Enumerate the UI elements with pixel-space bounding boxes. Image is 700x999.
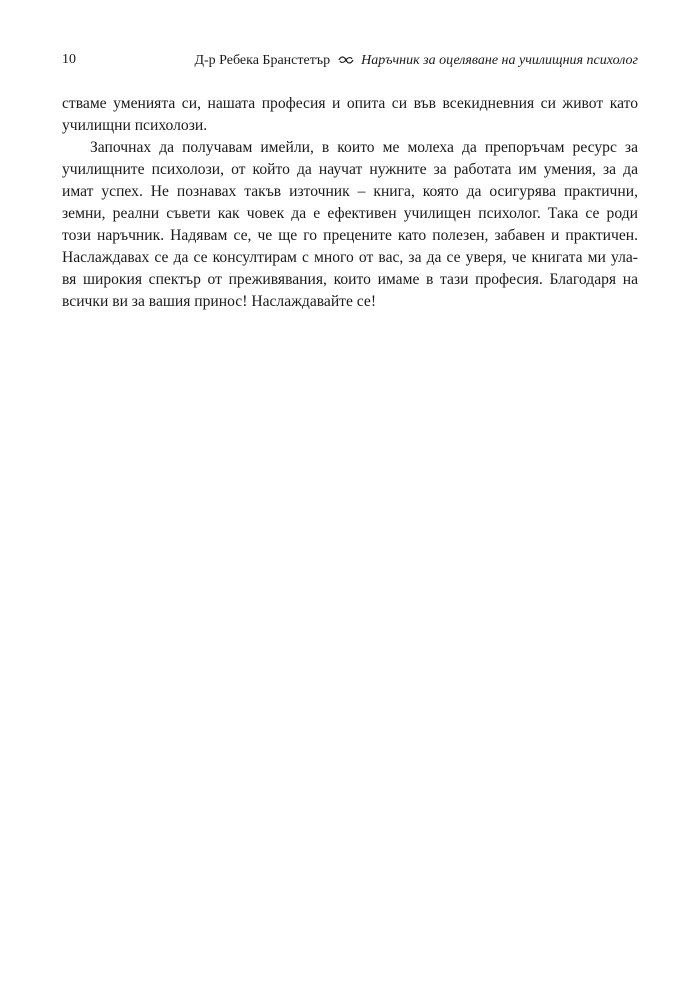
text-line: училищните психолози, от който да научат нужните за работата им умения, за да: [62, 161, 638, 178]
text-line: земни, реални съвети как човек да е ефективен училищен психолог. Така се роди: [62, 205, 638, 222]
running-head-title: [194, 50, 638, 71]
book-title: Наръчник за оцеляване на училищния психолог: [361, 53, 638, 68]
text-line: училищни психолози.: [62, 117, 208, 134]
running-head: [62, 50, 638, 70]
author-name: Д-р Ребека Бранстетър: [194, 53, 331, 68]
paragraph-continued: [62, 93, 638, 137]
fleuron-icon: [338, 49, 354, 69]
text-line: имат успех. Не познавах такъв източник – книга, която да осигурява практични,: [62, 183, 638, 200]
body-text: [62, 93, 638, 313]
page-number: 10: [62, 52, 76, 67]
text-line: този наръчник. Надявам се, че ще го прецените като полезен, забавен и практичен.: [62, 227, 638, 244]
text-line: всички ви за вашия принос! Наслаждавайте се!: [62, 293, 377, 310]
text-line: Наслаждавах се да се консултирам с много от вас, за да се уверя, че книгата ми ула-: [62, 249, 638, 266]
text-line: Започнах да получавам имейли, в които ме молеха да препоръчам ресурс за: [90, 139, 638, 156]
paragraph-intro: [62, 137, 638, 313]
text-line: стваме уменията си, нашата професия и опита си във всекидневния си живот като: [62, 95, 638, 112]
text-line: вя широкия спектър от преживявания, които имаме в тази професия. Благодаря на: [62, 271, 638, 288]
